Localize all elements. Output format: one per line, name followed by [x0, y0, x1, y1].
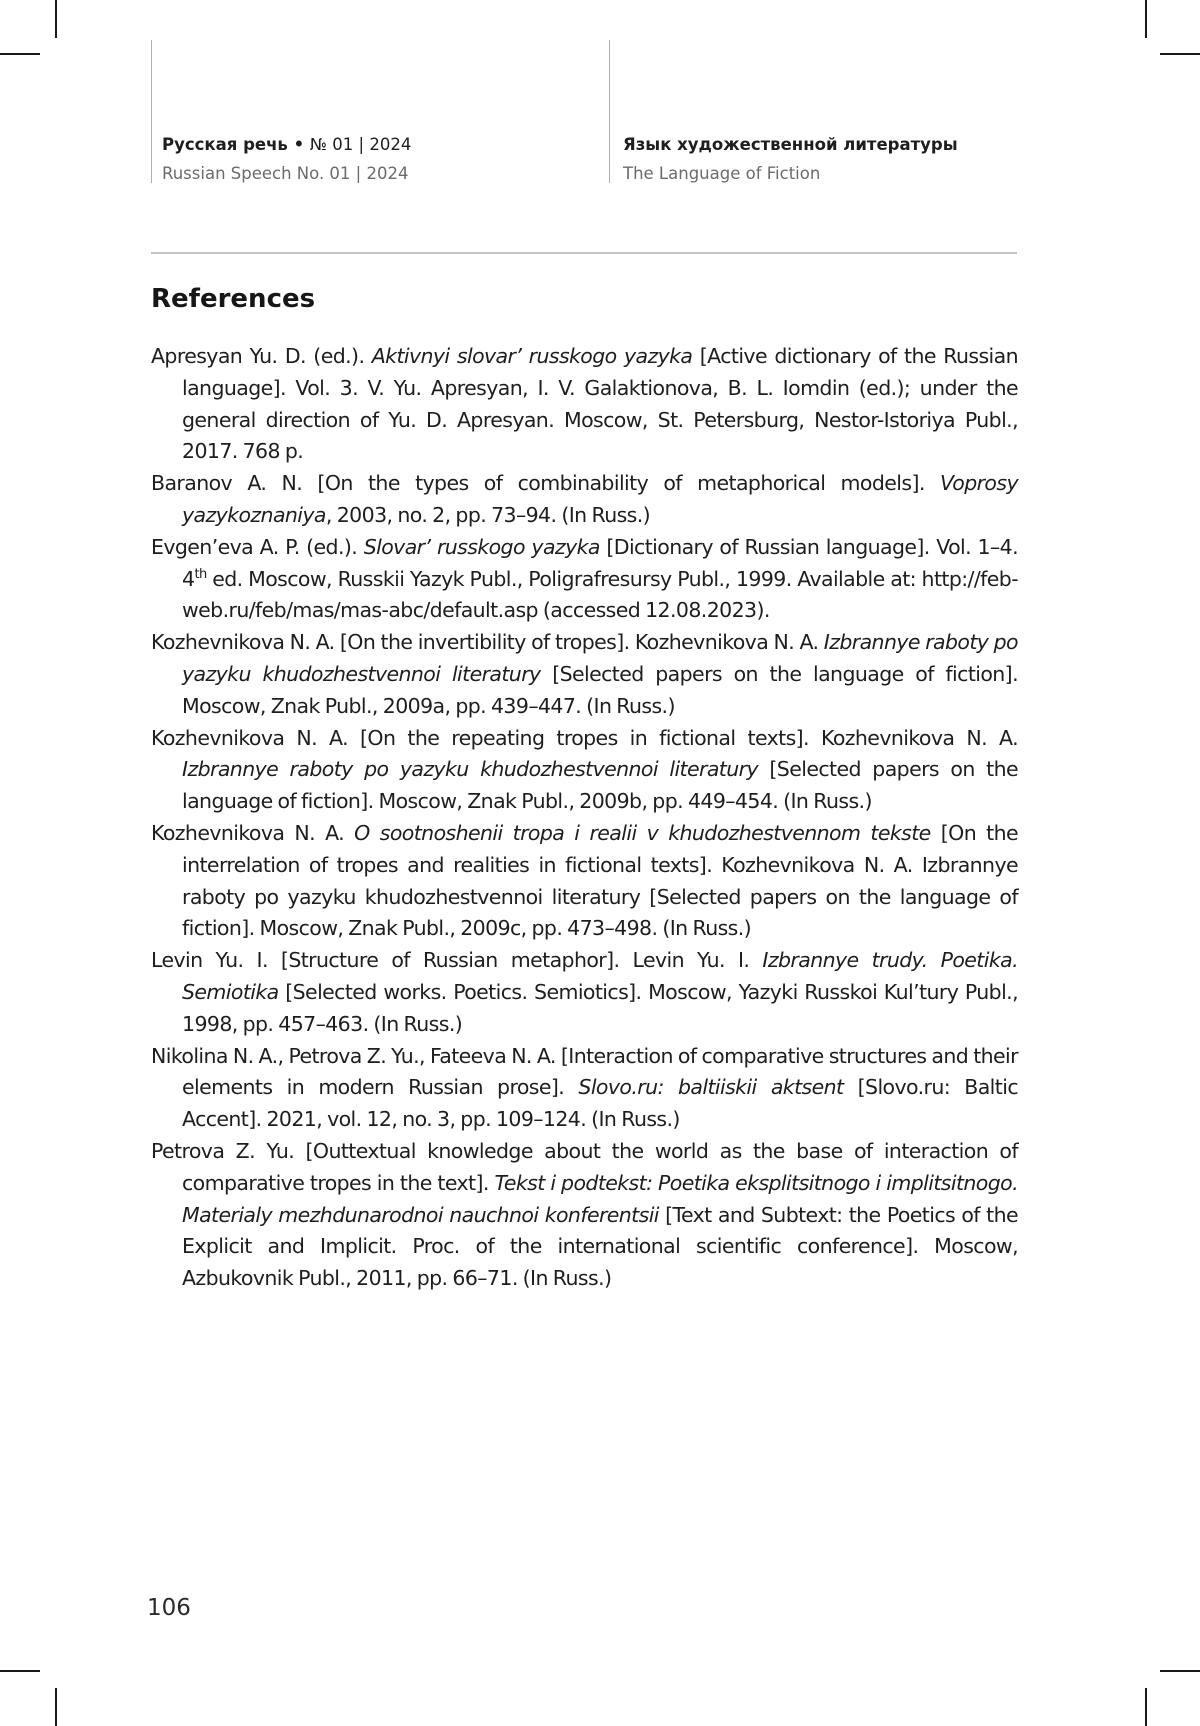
header-divider	[609, 40, 610, 183]
crop-mark	[1145, 0, 1147, 38]
references-heading: References	[151, 284, 316, 314]
reference-item: Baranov A. N. [On the types of combinability of metaphorical models]. Voprosy yazykoznaniya, 2003, no. 2, pp. 73–94. (In Russ.)	[151, 471, 1018, 527]
reference-item: Petrova Z. Yu. [Outtextual knowledge about the world as the base of interaction of comparative tropes in the text]. Tekst i podtekst: Poetika eksplitsitnogo i implitsitnogo. Materialy mezhdunarodnoi nauchnoi konferentsii [Text and Subtext: the Poetics of the Explicit and Implicit. Proc. of the international scientific conference]. Moscow, Azbukovnik Publ., 2011, pp. 66–71. (In Russ.)	[151, 1138, 1018, 1291]
crop-mark	[1160, 53, 1200, 55]
header-divider	[151, 40, 152, 183]
reference-item: Evgen’eva A. P. (ed.). Slovar’ russkogo yazyka [Dictionary of Russian language]. Vol. 1–4. 4th ed. Moscow, Russkii Yazyk Publ., Poligrafresursy Publ., 1999. Available at: http://feb-web.ru/feb/mas/mas-abc/default.asp (accessed 12.08.2023).	[151, 534, 1018, 623]
reference-item: Kozhevnikova N. A. O sootnoshenii tropa i realii v khudozhestvennom tekste [On the interrelation of tropes and realities in fictional texts]. Kozhevnikova N. A. Izbrannye raboty po yazyku khudozhestvennoi literatury [Selected papers on the language of fiction]. Moscow, Znak Publ., 2009c, pp. 473–498. (In Russ.)	[151, 820, 1018, 941]
page-number: 106	[147, 1595, 191, 1621]
reference-list	[151, 341, 1018, 1295]
crop-mark	[55, 1688, 57, 1726]
section-title-ru: Язык художественной литературы	[623, 135, 958, 154]
crop-mark	[0, 53, 40, 55]
header-section	[623, 134, 958, 185]
reference-item: Nikolina N. A., Petrova Z. Yu., Fateeva N. A. [Interaction of comparative structures and their elements in modern Russian prose]. Slovo.ru: baltiiskii aktsent [Slovo.ru: Baltic Accent]. 2021, vol. 12, no. 3, pp. 109–124. (In Russ.)	[151, 1043, 1018, 1132]
crop-mark	[1145, 1688, 1147, 1726]
header-rule	[151, 252, 1017, 254]
journal-issue-ru: № 01 | 2024	[309, 135, 412, 154]
header-journal	[162, 134, 411, 185]
reference-item: Kozhevnikova N. A. [On the invertibility of tropes]. Kozhevnikova N. A. Izbrannye raboty po yazyku khudozhestvennoi literatury [Selected papers on the language of fiction]. Moscow, Znak Publ., 2009a, pp. 439–447. (In Russ.)	[151, 630, 1018, 718]
reference-item: Levin Yu. I. [Structure of Russian metaphor]. Levin Yu. I. Izbrannye trudy. Poetika. Semiotika [Selected works. Poetics. Semiotics]. Moscow, Yazyki Russkoi Kul’tury Publ., 1998, pp. 457–463. (In Russ.)	[151, 948, 1018, 1036]
journal-title-ru: Русская речь • № 01 | 2024	[162, 135, 412, 154]
section-title-en: The Language of Fiction	[623, 164, 821, 183]
reference-item: Apresyan Yu. D. (ed.). Aktivnyi slovar’ russkogo yazyka [Active dictionary of the Russian language]. Vol. 3. V. Yu. Apresyan, I. V. Galaktionova, B. L. Iomdin (ed.); under the general direction of Yu. D. Apresyan. Moscow, St. Petersburg, Nestor-Istoriya Publ., 2017. 768 p.	[151, 344, 1018, 464]
reference-item: Kozhevnikova N. A. [On the repeating tropes in fictional texts]. Kozhevnikova N. A. Izbrannye raboty po yazyku khudozhestvennoi literatury [Selected papers on the language of fiction]. Moscow, Znak Publ., 2009b, pp. 449–454. (In Russ.)	[151, 725, 1018, 814]
crop-mark	[55, 0, 57, 38]
crop-mark	[1160, 1670, 1200, 1672]
journal-title-en: Russian Speech No. 01 | 2024	[162, 164, 409, 183]
crop-mark	[0, 1670, 40, 1672]
